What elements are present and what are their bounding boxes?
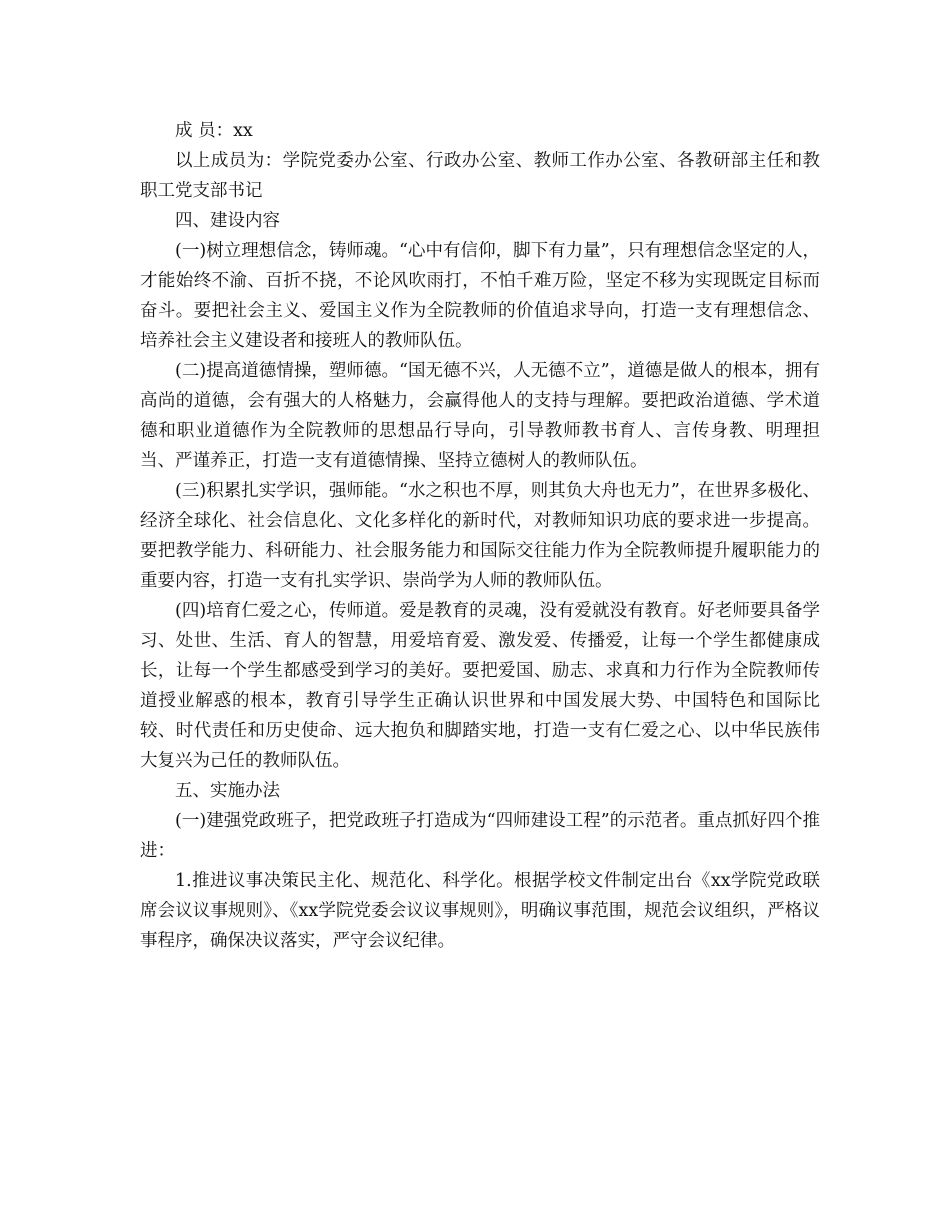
paragraph-leadership: (一)建强党政班子，把党政班子打造成为“四师建设工程”的示范者。重点抓好四个推进： <box>140 811 820 861</box>
members-note-paragraph: 以上成员为：学院党委办公室、行政办公室、教师工作办公室、各教研部主任和教职工党支部书记 <box>140 151 820 201</box>
document-body <box>140 116 820 956</box>
paragraph-knowledge: (三)积累扎实学识，强师能。“水之积也不厚，则其负大舟也无力”，在世界多极化、经济全球化、社会信息化、文化多样化的新时代，对教师知识功底的要求进一步提高。要把教学能力、科研能力、社会服务能力和国际交往能力作为全院教师提升履职能力的重要内容，打造一支有扎实学识、崇尚学为人师的教师队伍。 <box>140 481 820 591</box>
paragraph-decision-making: 1.推进议事决策民主化、规范化、科学化。根据学校文件制定出台《xx学院党政联席会议议事规则》、《xx学院党委会议议事规则》，明确议事范围，规范会议组织，严格议事程序，确保决议落实，严守会议纪律。 <box>140 871 820 951</box>
paragraph-benevolence: (四)培育仁爱之心，传师道。爱是教育的灵魂，没有爱就没有教育。好老师要具备学习、处世、生活、育人的智慧，用爱培育爱、激发爱、传播爱，让每一个学生都健康成长，让每一个学生都感受到学习的美好。要把爱国、励志、求真和力行作为全院教师传道授业解惑的根本，教育引导学生正确认识世界和中国发展大势、中国特色和国际比较、时代责任和历史使命、远大抱负和脚踏实地，打造一支有仁爱之心、以中华民族伟大复兴为己任的教师队伍。 <box>140 601 820 771</box>
members-line: 成 员：xx <box>175 121 253 141</box>
paragraph-morality: (二)提高道德情操，塑师德。“国无德不兴，人无德不立”，道德是做人的根本，拥有高尚的道德，会有强大的人格魅力，会赢得他人的支持与理解。要把政治道德、学术道德和职业道德作为全院教师的思想品行导向，引导教师教书育人、言传身教、明理担当、严谨养正，打造一支有道德情操、坚持立德树人的教师队伍。 <box>140 361 820 471</box>
paragraph-ideals: (一)树立理想信念，铸师魂。“心中有信仰，脚下有力量”，只有理想信念坚定的人，才能始终不渝、百折不挠，不论风吹雨打，不怕千难万险，坚定不移为实现既定目标而奋斗。要把社会主义、爱国主义作为全院教师的价值追求导向，打造一支有理想信念、培养社会主义建设者和接班人的教师队伍。 <box>140 241 820 351</box>
section-heading-implementation: 五、实施办法 <box>175 781 280 801</box>
section-heading-construction: 四、建设内容 <box>175 211 280 231</box>
